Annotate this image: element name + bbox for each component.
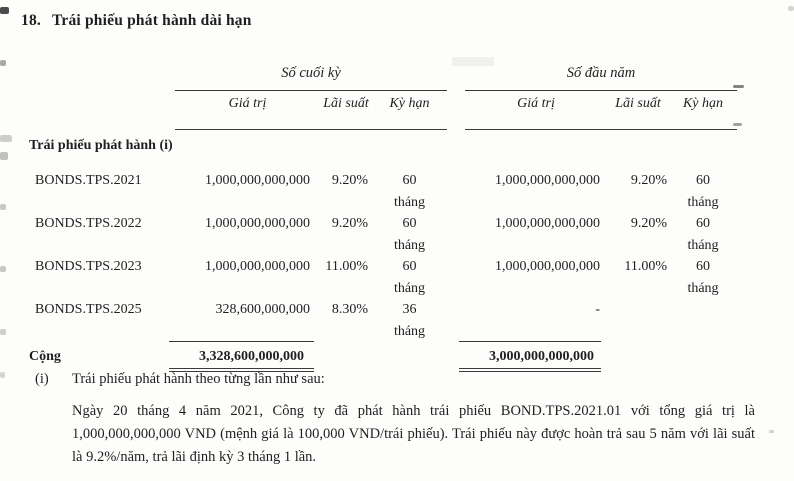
begin-rate-cell: 11.00% (624, 259, 667, 274)
end-value-cell: 1,000,000,000,000 (205, 216, 310, 231)
table-group-header-row (35, 60, 737, 91)
column-header-rate-end: Lãi suất (323, 96, 369, 111)
scan-artifact (0, 329, 6, 335)
begin-value-cell: 1,000,000,000,000 (495, 173, 600, 188)
begin-value-cell: 1,000,000,000,000 (495, 216, 600, 231)
total-end-value: 3,328,600,000,000 (169, 341, 314, 372)
end-rate-cell: 8.30% (331, 302, 368, 317)
bond-name: BONDS.TPS.2023 (35, 259, 142, 274)
table-row (35, 212, 737, 255)
section-title: Trái phiếu phát hành dài hạn (51, 12, 252, 29)
column-header-term-begin: Kỳ hạn (682, 96, 724, 111)
end-term-cell (372, 258, 447, 297)
begin-value-cell: 1,000,000,000,000 (495, 259, 600, 274)
term-unit: tháng (393, 238, 426, 253)
footnote-body: Ngày 20 tháng 4 năm 2021, Công ty đã phát hành trái phiếu BOND.TPS.2021.01 với tổng giá trị là 1,000,000,000,000 VND (mệnh giá là 100,000 VND/trái phiếu). Trái phiếu này được hoàn trả sau 5 năm với lãi suất là 9.2%/năm, trả lãi định kỳ 3 tháng 1 lần. (72, 403, 755, 465)
begin-term-cell (669, 172, 737, 211)
scan-artifact (452, 57, 494, 66)
column-header-value-begin: Giá trị (517, 96, 555, 111)
term-number: 60 (696, 259, 710, 274)
footnote-marker: (i) (35, 371, 49, 387)
column-header-term-end: Kỳ hạn (389, 96, 430, 111)
term-unit: tháng (687, 238, 719, 253)
end-value-cell: 1,000,000,000,000 (205, 259, 310, 274)
total-begin-value: 3,000,000,000,000 (459, 341, 601, 372)
scan-artifact (0, 204, 6, 210)
end-value-cell: 328,600,000,000 (215, 302, 310, 317)
scan-artifact (733, 123, 742, 126)
end-value-cell: 1,000,000,000,000 (205, 173, 310, 188)
table-row (35, 298, 737, 341)
footnote (35, 371, 756, 469)
section-number: 18. (21, 12, 41, 29)
scan-artifact (733, 85, 744, 88)
end-term-cell (372, 215, 447, 254)
term-unit: tháng (687, 281, 719, 296)
table-subheader-row (35, 91, 737, 130)
column-header-rate-begin: Lãi suất (615, 96, 661, 111)
term-number: 36 (402, 302, 417, 317)
table-row (35, 255, 737, 298)
scan-artifact (788, 6, 794, 11)
term-number: 60 (402, 216, 417, 231)
scan-artifact (0, 266, 6, 272)
term-unit: tháng (393, 324, 426, 339)
scan-artifact (0, 135, 12, 142)
footnote-title: Trái phiếu phát hành theo từng lần như sau: (72, 371, 325, 387)
end-rate-cell: 9.20% (331, 173, 368, 188)
scan-artifact (769, 430, 774, 433)
term-number: 60 (696, 173, 710, 188)
section-heading (21, 12, 252, 30)
scan-artifact (0, 60, 6, 66)
end-rate-cell: 11.00% (325, 259, 368, 274)
section-row-label: Trái phiếu phát hành (i) (29, 138, 173, 153)
begin-term-cell (669, 301, 737, 306)
column-header-value-end: Giá trị (228, 96, 267, 111)
table-total-row (29, 341, 737, 372)
table-row (35, 169, 737, 212)
table-section-row (29, 130, 737, 169)
bond-name: BONDS.TPS.2022 (35, 216, 142, 231)
end-term-cell (372, 172, 447, 211)
bond-table (29, 60, 737, 372)
begin-term-cell (669, 258, 737, 297)
end-term-cell (372, 301, 447, 340)
term-number: 60 (402, 173, 417, 188)
subheaders-beginning (465, 91, 737, 130)
bond-name: BONDS.TPS.2025 (35, 302, 142, 317)
end-rate-cell: 9.20% (331, 216, 368, 231)
total-label: Cộng (29, 349, 61, 364)
term-unit: tháng (393, 195, 426, 210)
term-number: 60 (402, 259, 417, 274)
column-group-beginning-balance: Số đầu năm (465, 60, 737, 91)
term-unit: tháng (393, 281, 426, 296)
subheaders-ending (175, 91, 447, 130)
footnote-header (35, 371, 756, 388)
begin-rate-cell: 9.20% (630, 216, 667, 231)
begin-rate-cell: 9.20% (630, 173, 667, 188)
column-group-ending-balance: Số cuối kỳ (175, 60, 447, 91)
term-unit: tháng (687, 195, 719, 210)
term-number: 60 (696, 216, 710, 231)
scan-artifact (0, 7, 9, 14)
bond-name: BONDS.TPS.2021 (35, 173, 142, 188)
scan-artifact (0, 152, 8, 160)
scan-artifact (0, 372, 5, 378)
begin-term-cell (669, 215, 737, 254)
begin-value-cell: - (595, 302, 600, 317)
